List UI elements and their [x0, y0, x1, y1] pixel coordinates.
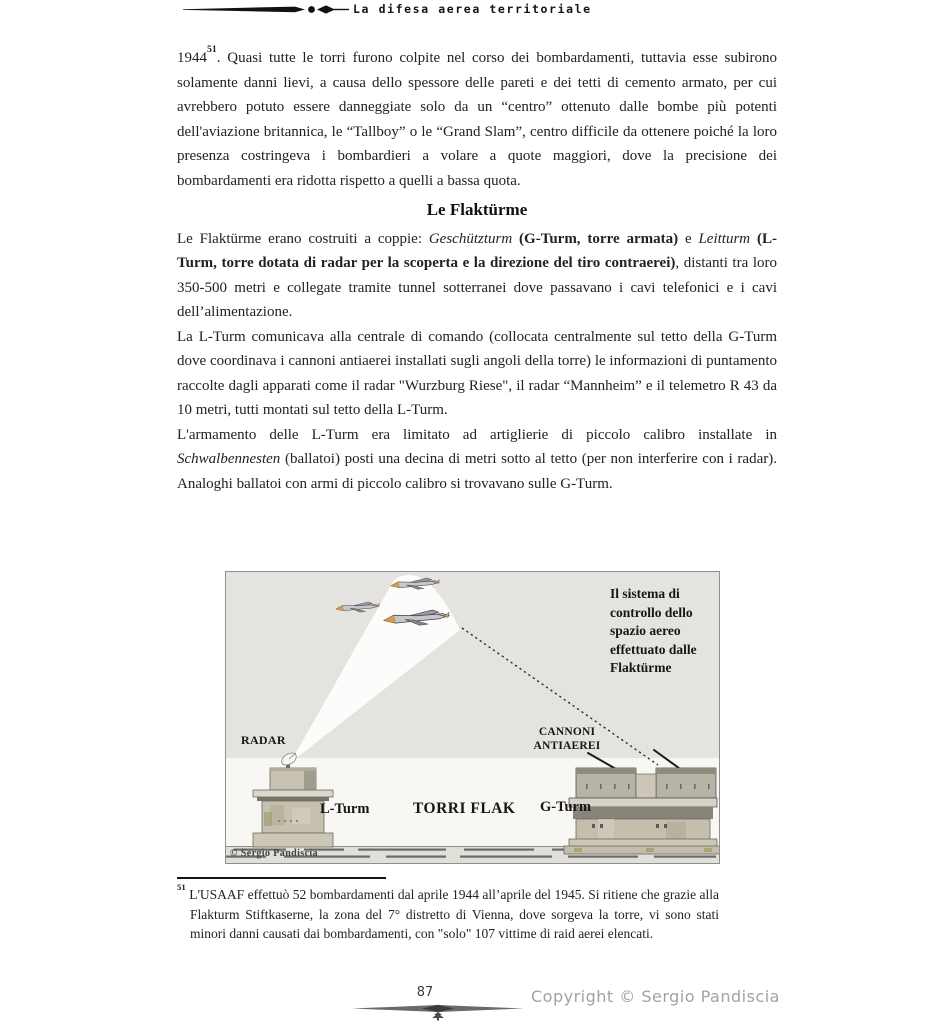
- page-number: 87: [416, 985, 434, 1000]
- paragraph-3: La L-Turm comunicava alla centrale di comando (collocata centralmente sul tetto della G-Turm dove coordinava i cannoni antiaerei installati sugli angoli della torre) le informazioni di puntamento raccolte dagli apparati come il radar "Wurzburg Riese", il radar “Mannheim” e il telemetro R 43 da 10 metri, tutti montati sul tetto della L-Turm.: [177, 328, 777, 418]
- section-heading: Le Flaktürme: [426, 200, 528, 219]
- footnote-51: $^{51}$ L'USAAF effettuò 52 bombardamenti dal aprile 1944 all’aprile del 1945. Si ritiene che grazie alla Flakturm Stiftkaserne, la zona del 7° distretto di Vienna, dove sorgeva la torre, vi sono stati minori danni causati dai bombardamenti, con "solo" 107 vittime di raid aerei elencati.: [177, 881, 719, 941]
- footer-ornament-icon: [352, 1004, 524, 1021]
- footnote-separator: [177, 877, 386, 879]
- copyright-text: Copyright © Sergio Pandiscia: [531, 987, 780, 1006]
- figure-caption: Il sistema di controllo dello spazio aereo effettuato dalle Flaktürme: [610, 586, 697, 675]
- label-torri-flak: TORRI FLAK: [413, 800, 516, 817]
- figure-watermark: © Sergio Pandiscia: [230, 848, 319, 859]
- flak-towers-figure: [225, 571, 720, 864]
- paragraph-1: 1944$^{51}$. Quasi tutte le torri furono colpite nel corso dei bombardamenti, tuttavia esse subirono solamente danni lievi, a causa dello spessore delle pareti e dei tetti di cemento armato, per cui avrebbero potuto essere danneggiate solo da un “centro” ottenuto dalle bombe più potenti dell'aviazione britannica, le “Tallboy” o le “Grand Slam”, centro difficile da ottenere poiché la loro presenza costringeva i bombardieri a volare a quote maggiori, dove la precisione dei bombardamenti era ridotta rispetto a quelli a bassa quota.: [177, 43, 777, 189]
- paragraph-4: L'armamento delle L-Turm era limitato ad artiglierie di piccolo calibro installate in Schwalbennesten (ballatoi) posti una decina di metri sotto al tetto (per non interferire con i radar). Analoghi ballatoi con armi di piccolo calibro si trovavano sulle G-Turm.: [177, 426, 777, 492]
- header-ornament-icon: [183, 3, 351, 16]
- paragraph-2: Le Flaktürme erano costruiti a coppie: Geschützturm (G-Turm, torre armata) e Leitturm (L-Turm, torre dotata di radar per la scoperta e la direzione del tiro contraerei), distanti tra loro 350-500 metri e collegate tramite tunnel sotterranei dove passavano i cavi telefonici e i cavi dell’alimentazione.: [177, 230, 778, 320]
- article-body: [177, 43, 778, 496]
- label-l-turm: L-Turm: [320, 801, 370, 817]
- label-g-turm: G-Turm: [540, 799, 592, 815]
- label-radar: RADAR: [241, 733, 286, 747]
- label-cannoni-antiaerei: CANNONI ANTIAEREI: [533, 726, 601, 752]
- running-header-title: La difesa aerea territoriale: [353, 2, 592, 16]
